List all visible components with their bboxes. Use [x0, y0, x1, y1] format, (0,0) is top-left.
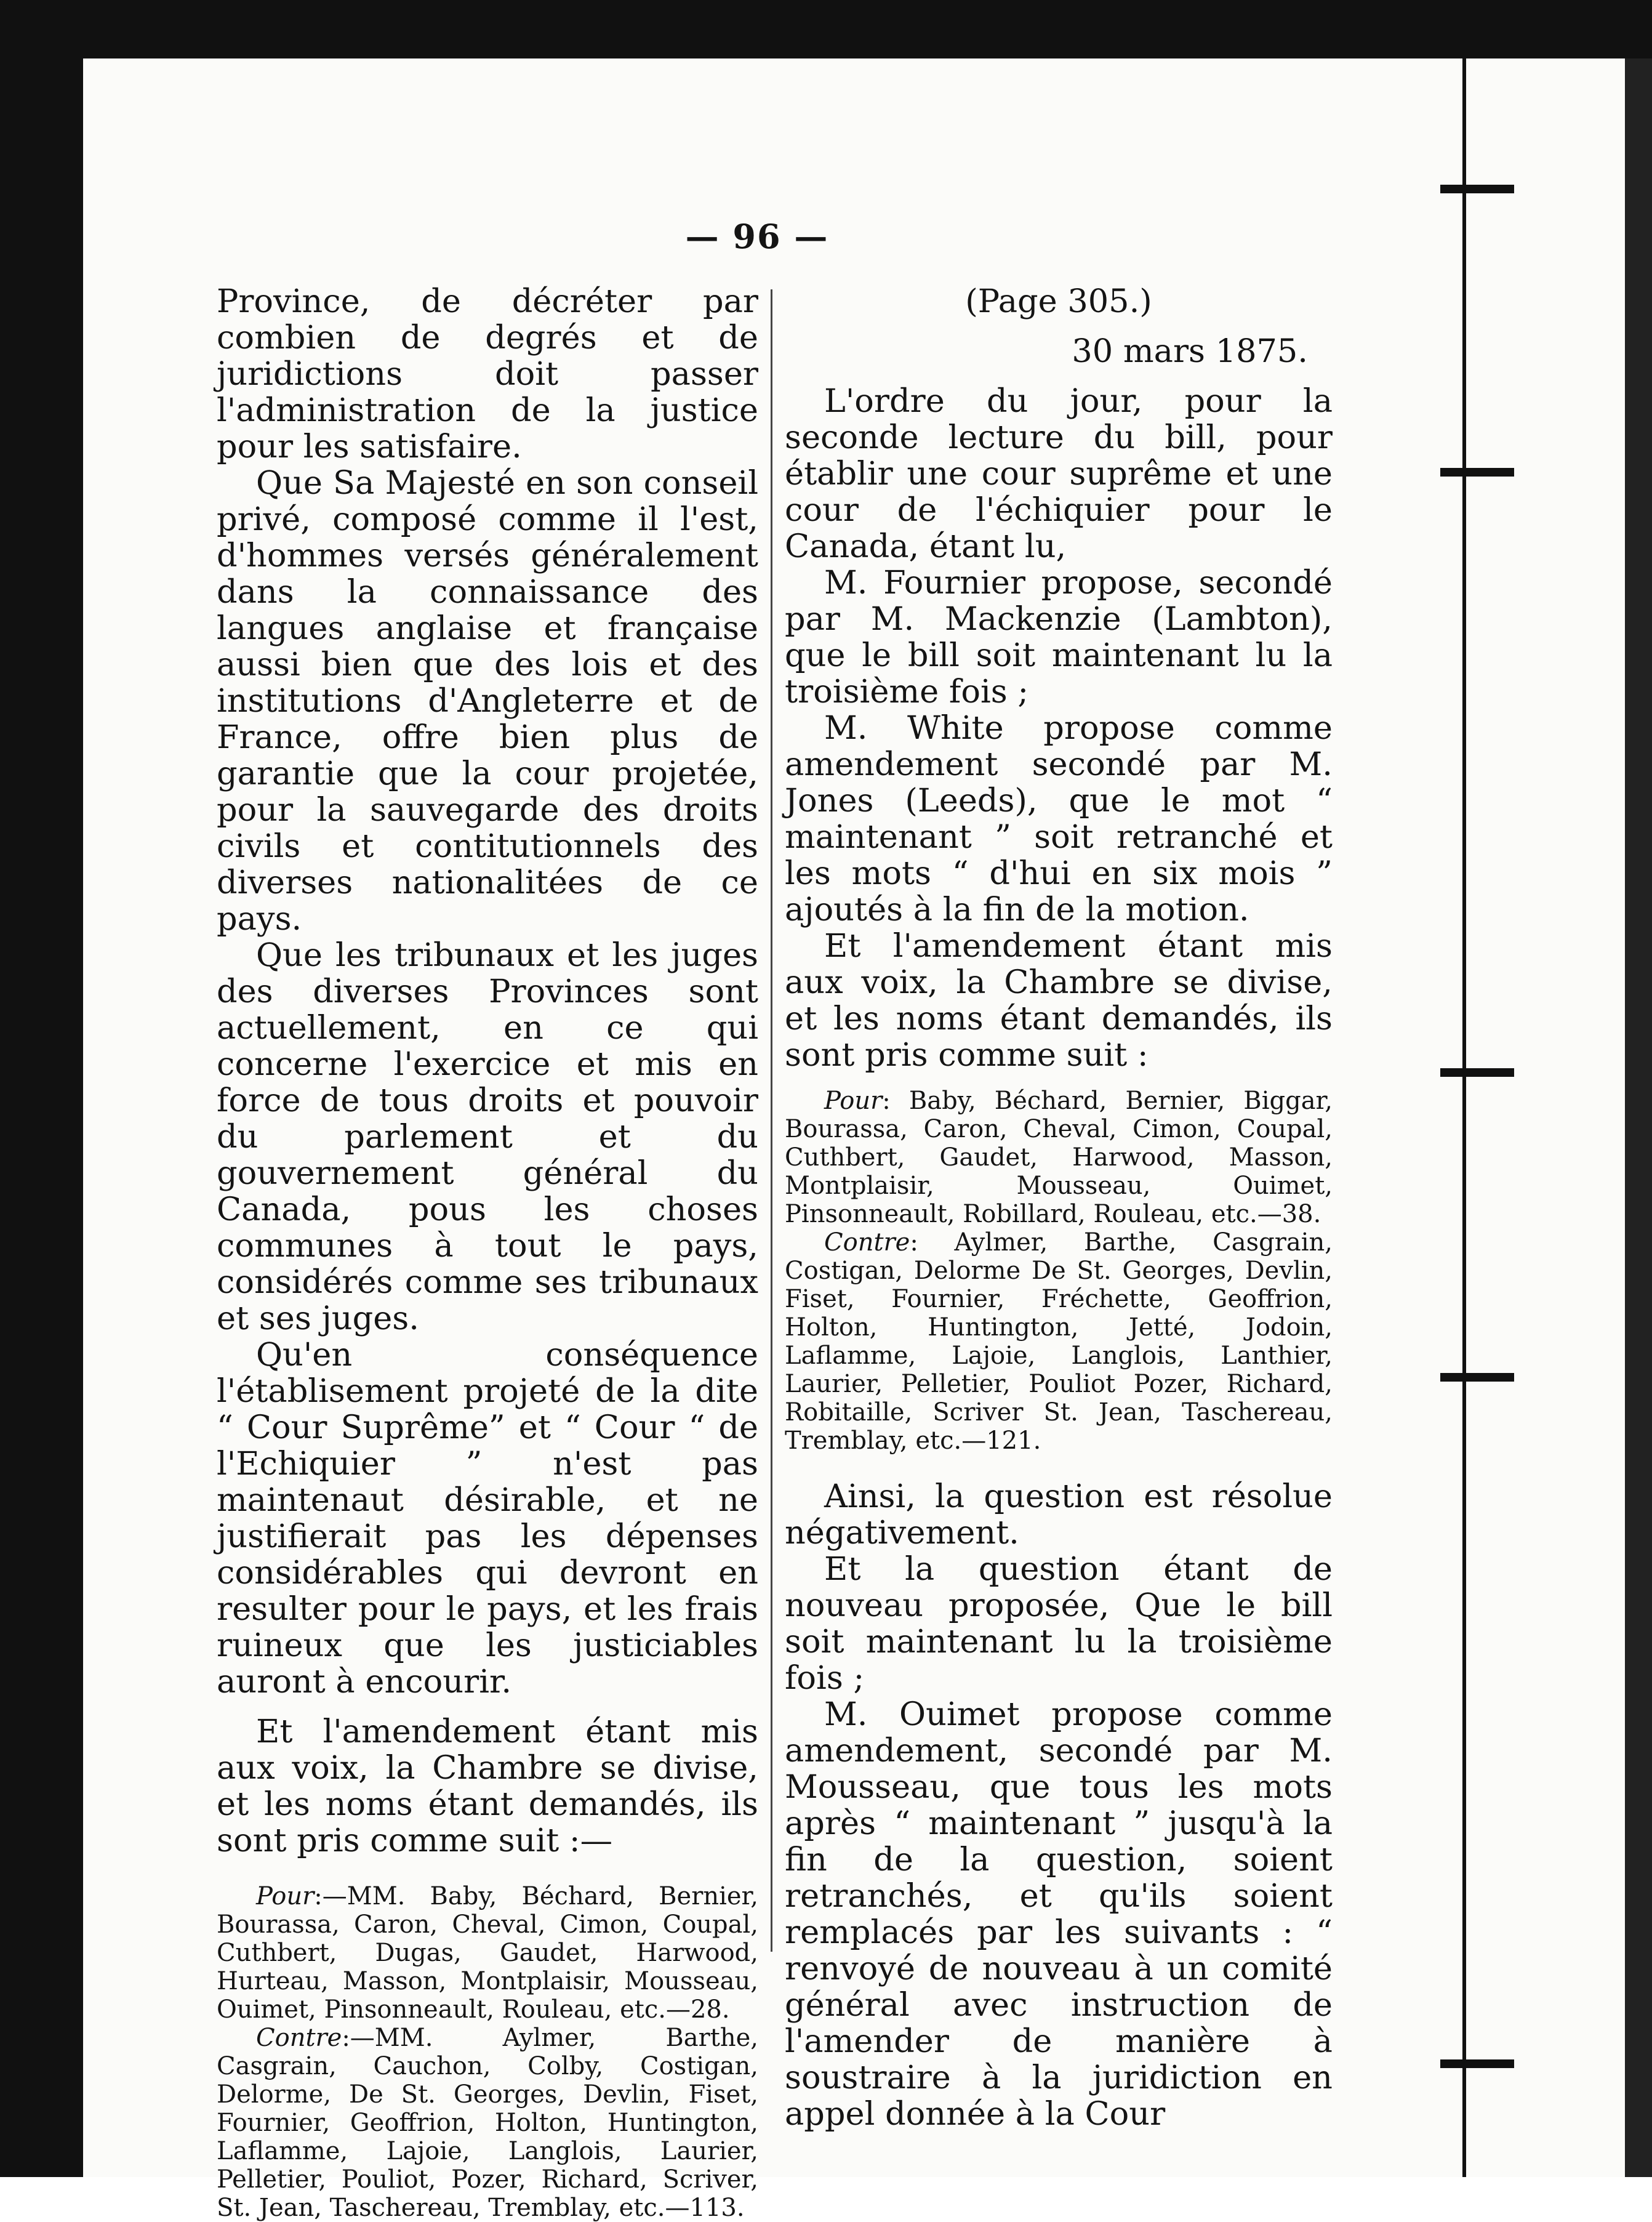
top-scan-edge: [0, 0, 1652, 58]
paragraph: Province, de décréter par combien de degrés et de juridictions doit passer l'administration de la justice pour les satisfaire.: [217, 283, 758, 465]
page-number: — 96 —: [685, 217, 829, 256]
binding-mark: [1440, 1373, 1514, 1382]
contre-label: Contre: [256, 2024, 342, 2052]
page-reference: (Page 305.): [965, 283, 1152, 320]
right-column: [785, 283, 1333, 2132]
paragraph: L'ordre du jour, pour la seconde lecture du bill, pour établir une cour suprême et une cour de l'échiquier pour le Canada, étant lu,: [785, 382, 1333, 565]
vote-contre: [217, 2024, 758, 2222]
binding-mark: [1440, 2059, 1514, 2068]
vote-pour: [785, 1087, 1333, 1228]
left-column: [217, 283, 758, 2222]
paragraph: Que Sa Majesté en son conseil privé, composé comme il l'est, d'hommes versés généralement dans la connaissance des langues anglaise et française aussi bien que des lois et des institutions d'Angleterre et de France, offre bien plus de garantie que la cour projetée, pour la sauvegarde des droits civils et contitutionnels des diverses nationalitées de ce pays.: [217, 464, 758, 938]
paragraph: Et l'amendement étant mis aux voix, la Chambre se divise, et les noms étant demandés, ils sont pris comme suit :: [785, 927, 1333, 1074]
paragraph: Et la question étant de nouveau proposée, Que le bill soit maintenant lu la troisième fois ;: [785, 1550, 1333, 1697]
right-edge-strip: [1625, 58, 1652, 2177]
pour-label: Pour: [256, 1882, 315, 1910]
left-scan-edge: [0, 0, 83, 2177]
contre-names: :—MM. Aylmer, Barthe, Casgrain, Cauchon, Colby, Costigan, Delorme, De St. Georges, Devlin, Fiset, Fournier, Geoffrion, Holton, Huntington, Laflamme, Lajoie, Langlois, Laurier, Pelletier, Pouliot, Pozer, Richard, Scriver, St. Jean, Taschereau, Tremblay, etc.—113.: [217, 2024, 758, 2222]
right-gutter-line: [1462, 58, 1466, 2177]
paragraph: M. Ouimet propose comme amendement, secondé par M. Mousseau, que tous les mots après “ maintenant ” jusqu'à la fin de la question, soient retranchés, et qu'ils soient remplacés par les suivants : “ renvoyé de nouveau à un comité général avec instruction de l'amender de manière à soustraire à la juridiction en appel donnée à la Cour: [785, 1696, 1333, 2133]
paragraph: Qu'en conséquence l'établisement projeté de la dite “ Cour Suprême” et “ Cour “ de l'Echiquier ” n'est pas maintenaut désirable, et ne justifierait pas les dépenses considérables qui devront en resulter pour le pays, et les frais ruineux que les justiciables auront à encourir.: [217, 1336, 758, 1701]
paragraph: M. Fournier propose, secondé par M. Mackenzie (Lambton), que le bill soit maintenant lu la troisième fois ;: [785, 564, 1333, 710]
vote-pour: [217, 1882, 758, 2024]
binding-mark: [1440, 1068, 1514, 1077]
pour-names: : Baby, Béchard, Bernier, Biggar, Bourassa, Caron, Cheval, Cimon, Coupal, Cuthbert, Gaudet, Harwood, Masson, Montplaisir, Mousseau, Ouimet, Pinsonneault, Robillard, Rouleau, etc.—38.: [785, 1087, 1333, 1228]
paragraph: Ainsi, la question est résolue négativement.: [785, 1478, 1333, 1552]
column-divider: [771, 289, 772, 1952]
pour-label: Pour: [824, 1087, 883, 1115]
paragraph: Et l'amendement étant mis aux voix, la Chambre se divise, et les noms étant demandés, ils sont pris comme suit :—: [217, 1713, 758, 1859]
contre-label: Contre: [824, 1228, 910, 1257]
paragraph: Que les tribunaux et les juges des diverses Provinces sont actuellement, en ce qui concerne l'exercice et mis en force de tous droits et pouvoir du parlement et du gouvernement général du Canada, pous les choses communes à tout le pays, considérés comme ses tribunaux et ses juges.: [217, 936, 758, 1337]
paragraph: M. White propose comme amendement secondé par M. Jones (Leeds), que le mot “ maintenant ” soit retranché et les mots “ d'hui en six mois ” ajoutés à la fin de la motion.: [785, 709, 1333, 928]
binding-mark: [1440, 468, 1514, 477]
date-heading: 30 mars 1875.: [1072, 332, 1308, 370]
vote-contre: [785, 1228, 1333, 1455]
contre-names: : Aylmer, Barthe, Casgrain, Costigan, Delorme De St. Georges, Devlin, Fiset, Fournier, Fréchette, Geoffrion, Holton, Huntington, Jetté, Jodoin, Laflamme, Lajoie, Langlois, Lanthier, Laurier, Pelletier, Pouliot Pozer, Richard, Robitaille, Scriver St. Jean, Taschereau, Tremblay, etc.—121.: [785, 1228, 1333, 1455]
pour-names: :—MM. Baby, Béchard, Bernier, Bourassa, Caron, Cheval, Cimon, Coupal, Cuthbert, Dugas, Gaudet, Harwood, Hurteau, Masson, Montplaisir, Mousseau, Ouimet, Pinsonneault, Rouleau, etc.—28.: [217, 1882, 758, 2024]
binding-mark: [1440, 185, 1514, 193]
